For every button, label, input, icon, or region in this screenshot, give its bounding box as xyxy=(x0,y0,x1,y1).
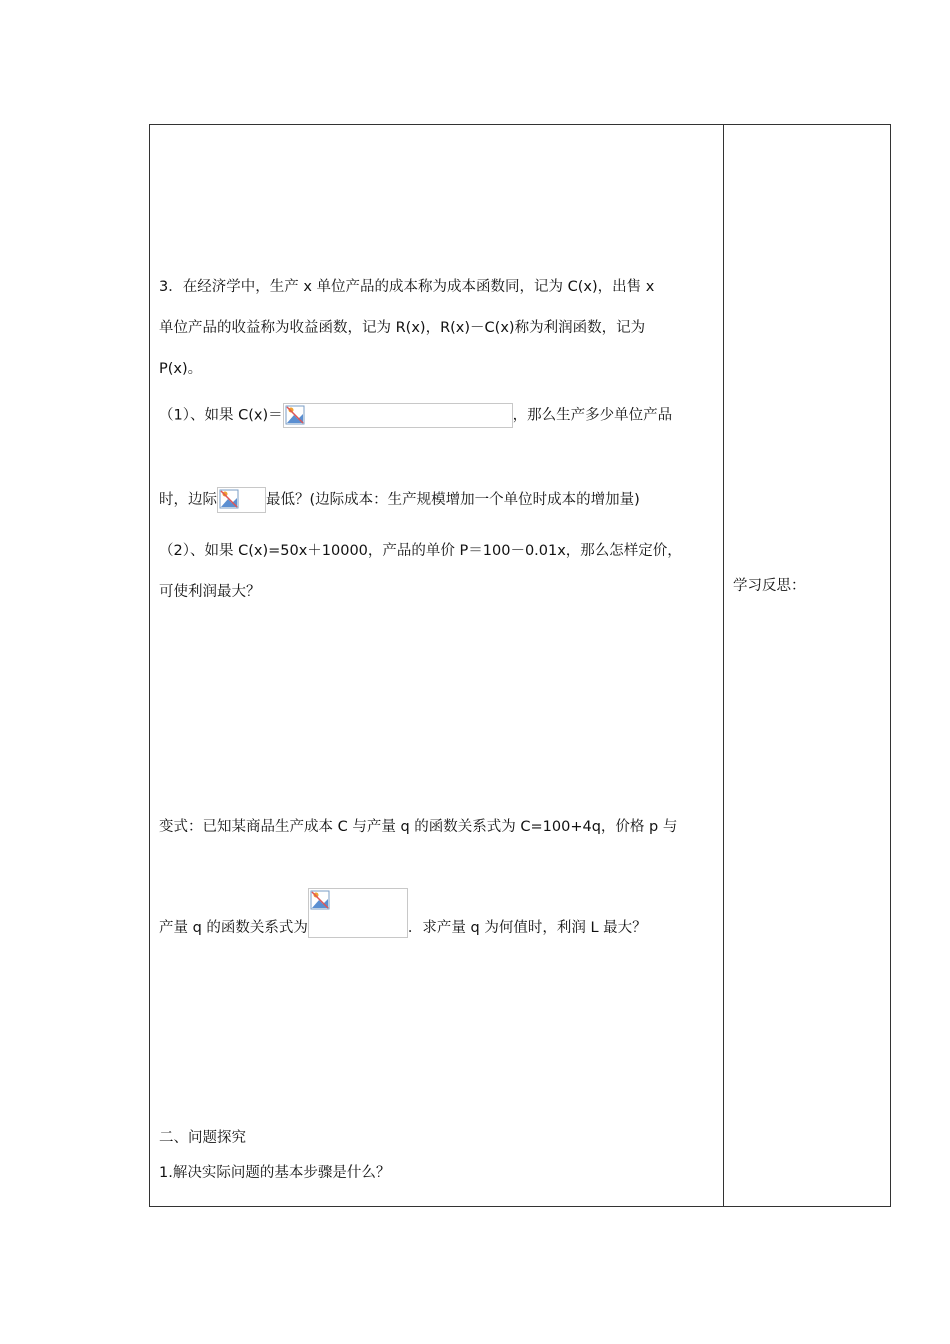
broken-image-icon xyxy=(310,890,330,910)
problem3-line3: P(x)。 xyxy=(159,361,203,377)
formula-image-placeholder xyxy=(283,403,513,428)
broken-image-icon xyxy=(219,489,239,509)
problem3-text-2: 单位产品的收益称为收益函数，记为 R(x)，R(x)－C(x)称为利润函数，记为 xyxy=(159,320,646,336)
problem3-text-1: 3．在经济学中，生产 x 单位产品的成本称为成本函数同，记为 C(x)，出售 x xyxy=(159,279,655,295)
question1-prefix: （1）、如果 C(x)＝ xyxy=(159,407,283,424)
variant-suffix: ．求产量 q 为何值时，利润 L 最大？ xyxy=(407,920,647,936)
question1-line xyxy=(159,403,672,428)
column-divider xyxy=(723,124,724,1207)
formula-image-placeholder xyxy=(217,487,266,513)
question1-suffix: ，那么生产多少单位产品 xyxy=(512,407,673,424)
question1b-suffix: 最低？(边际成本：生产规模增加一个单位时成本的增加量) xyxy=(266,492,640,508)
variant-prefix: 产量 q 的函数关系式为 xyxy=(159,920,308,936)
question2-line1: （2）、如果 C(x)=50x＋10000，产品的单价 P＝100－0.01x，那么怎样定价， xyxy=(159,543,682,559)
reflection-label: 学习反思： xyxy=(733,578,806,594)
question2-line2: 可使利润最大？ xyxy=(159,584,261,600)
broken-image-icon xyxy=(285,405,305,425)
problem3-line1 xyxy=(159,277,654,297)
problem3-line2 xyxy=(159,318,645,338)
question1-line2 xyxy=(159,487,640,513)
formula-image-placeholder xyxy=(308,888,408,938)
variant-line2 xyxy=(159,888,647,938)
variant-line1: 变式：已知某商品生产成本 C 与产量 q 的函数关系式为 C=100+4q，价格 p 与 xyxy=(159,819,678,835)
question1b-prefix: 时，边际 xyxy=(159,492,217,508)
section2-item1: 1.解决实际问题的基本步骤是什么？ xyxy=(159,1165,391,1181)
section2-heading: 二、问题探究 xyxy=(159,1130,246,1146)
